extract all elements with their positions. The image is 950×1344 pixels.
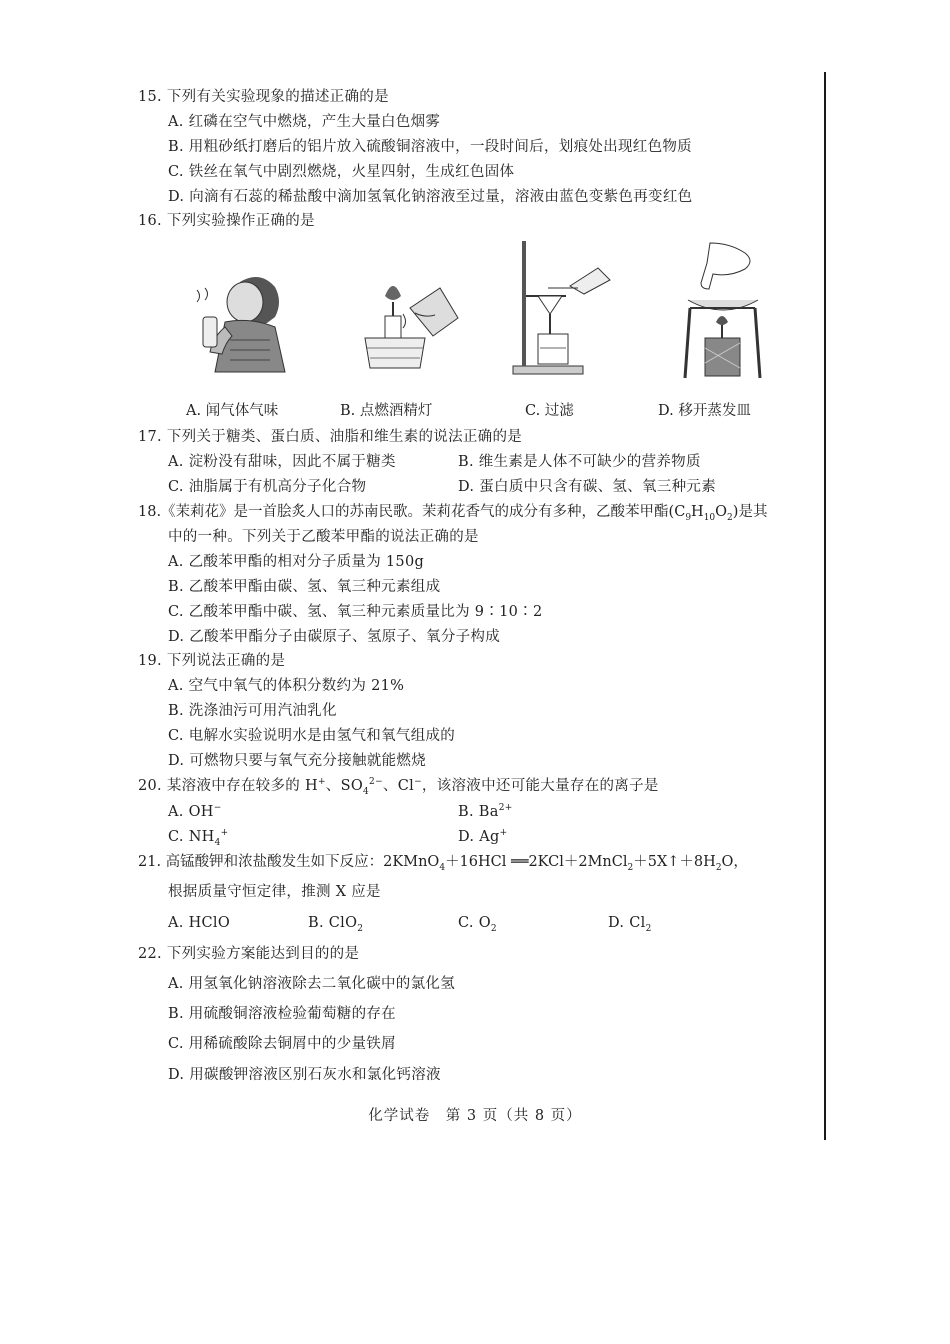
q21-stem-c: ＋5X↑＋8H [633,854,716,870]
q20-c-sup: + [220,828,229,839]
q21-sub-1: 4 [439,862,446,873]
q19-option-a: A. 空气中氧气的体积分数约为 21% [168,678,405,694]
q20-a-text: A. OH [168,804,214,820]
q21-sub-3: 2 [715,862,722,873]
q18-sub-h: 10 [703,512,716,523]
q15-option-a: A. 红磷在空气中燃烧，产生大量白色烟雾 [168,114,441,130]
q17-option-a: A. 淀粉没有甜味，因此不属于糖类 [168,454,396,470]
q20-sup-h: + [317,777,326,788]
q21-stem-b: ＋16HCl ══2KCl＋2MnCl [445,854,628,870]
q20-b-text: B. Ba [458,804,499,820]
q18-stem-text: 18.《茉莉花》是一首脍炙人口的苏南民歌。茉莉花香气的成分有多种，乙酸苯甲酯(C [138,504,686,520]
q20-d-sup: + [499,828,508,839]
q20-option-a [168,801,222,823]
q21-option-b [308,912,363,934]
q18-formula-o: O [715,504,728,520]
q16-option-b: B. 点燃酒精灯 [340,403,433,419]
q21-option-c [458,912,497,934]
q19-stem: 19. 下列说法正确的是 [138,653,286,669]
q21-stem-d: O， [721,854,748,870]
q15-option-b: B. 用粗砂纸打磨后的铝片放入硫酸铜溶液中，一段时间后，划痕处出现红色物质 [168,139,692,155]
q22-stem: 22. 下列实验方案能达到目的的是 [138,946,360,962]
q22-option-a: A. 用氢氧化钠溶液除去二氧化碳中的氯化氢 [168,976,455,992]
q20-sub-so: 4 [363,786,370,797]
q18-option-a: A. 乙酸苯甲酯的相对分子质量为 150g [168,554,425,570]
q20-option-c [168,826,229,848]
q16-stem: 16. 下列实验操作正确的是 [138,213,315,229]
q20-c-text: C. NH [168,829,215,845]
q21-stem-line2: 根据质量守恒定律，推测 X 应是 [168,884,381,900]
figure-smell-gas [185,262,295,377]
q20-stem-a: 20. 某溶液中存在较多的 H [138,778,318,794]
q21-b-sub: 2 [357,923,364,934]
q18-stem-text-end: )是其 [732,504,768,520]
q19-option-b: B. 洗涤油污可用汽油乳化 [168,703,337,719]
q21-option-a: A. HClO [168,915,231,931]
q18-formula-h: H [691,504,704,520]
figure-evaporating-dish [680,238,765,383]
q20-b-sup: 2+ [498,803,513,814]
q21-d-text: D. Cl [608,915,646,931]
q16-option-d: D. 移开蒸发皿 [658,403,751,419]
q17-stem: 17. 下列关于糖类、蛋白质、油脂和维生素的说法正确的是 [138,429,523,445]
q18-option-b: B. 乙酸苯甲酯由碳、氢、氧三种元素组成 [168,579,441,595]
q20-option-b [458,801,513,823]
figure-filtration [508,236,618,381]
q18-stem [138,501,767,523]
q18-option-d: D. 乙酸苯甲酯分子由碳原子、氢原子、氧分子构成 [168,629,501,645]
q20-sup-so: 2− [369,777,383,788]
q22-option-d: D. 用碳酸钾溶液区别石灰水和氯化钙溶液 [168,1067,441,1083]
q21-b-text: B. ClO [308,915,358,931]
q15-stem: 15. 下列有关实验现象的描述正确的是 [138,89,389,105]
q16-option-a: A. 闻气体气味 [186,403,279,419]
q15-option-c: C. 铁丝在氧气中剧烈燃烧，火星四射，生成红色固体 [168,164,515,180]
q20-stem-d: ，该溶液中还可能大量存在的离子是 [421,778,659,794]
q16-option-c: C. 过滤 [525,403,574,419]
q20-stem-b: 、SO [325,778,364,794]
q15-option-d: D. 向滴有石蕊的稀盐酸中滴加氢氧化钠溶液至过量，溶液由蓝色变紫色再变红色 [168,189,693,205]
q20-c-sub: 4 [214,837,221,848]
q19-option-c: C. 电解水实验说明水是由氢气和氧气组成的 [168,728,456,744]
q21-d-sub: 2 [645,923,652,934]
figure-alcohol-lamp [355,268,465,378]
q18-sub-o: 2 [727,512,733,523]
page-footer: 化学试卷 第 3 页（共 8 页） [368,1108,582,1124]
q18-option-c: C. 乙酸苯甲酯中碳、氢、氧三种元素质量比为 9∶10∶2 [168,604,543,620]
q21-sub-2: 2 [627,862,634,873]
q21-c-sub: 2 [490,923,497,934]
q20-stem-c: 、Cl [382,778,415,794]
q22-option-b: B. 用硫酸铜溶液检验葡萄糖的存在 [168,1006,396,1022]
q17-option-c: C. 油脂属于有机高分子化合物 [168,479,367,495]
q20-d-text: D. Ag [458,829,500,845]
q21-stem [138,851,748,873]
q20-option-d [458,826,507,848]
q19-option-d: D. 可燃物只要与氧气充分接触就能燃烧 [168,753,427,769]
q21-stem-a: 21. 高锰酸钾和浓盐酸发生如下反应：2KMnO [138,854,440,870]
q20-sup-cl: − [414,777,422,788]
q21-c-text: C. O [458,915,491,931]
q18-stem-line2: 中的一种。下列关于乙酸苯甲酯的说法正确的是 [168,529,479,545]
q18-sub-c: 9 [685,512,692,523]
q22-option-c: C. 用稀硫酸除去铜屑中的少量铁屑 [168,1036,396,1052]
q17-option-b: B. 维生素是人体不可缺少的营养物质 [458,454,701,470]
q17-option-d: D. 蛋白质中只含有碳、氢、氧三种元素 [458,479,717,495]
q21-option-d [608,912,652,934]
margin-rule [824,72,826,1140]
q20-a-sup: − [213,803,222,814]
q20-stem [138,775,659,797]
